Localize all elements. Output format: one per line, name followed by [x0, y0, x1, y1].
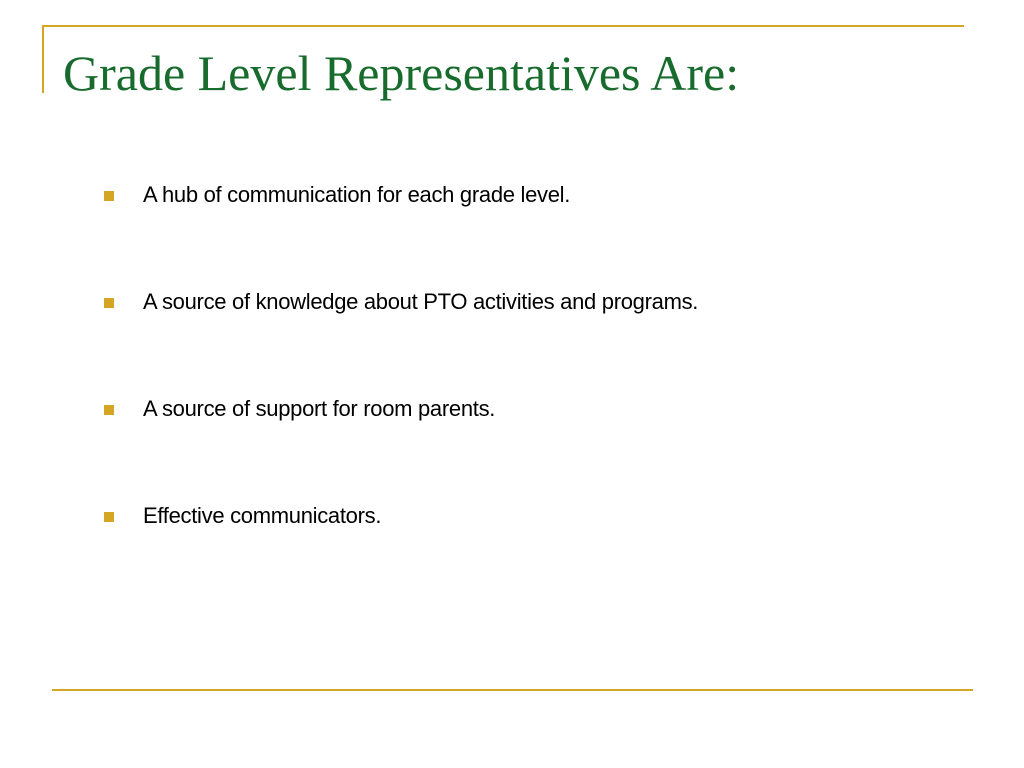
top-rule-divider: [42, 25, 964, 27]
bullet-item-1: [104, 176, 698, 283]
bullet-list: [104, 176, 698, 604]
left-rule-divider: [42, 25, 44, 93]
bullet-item-3: [104, 390, 698, 497]
bullet-text: Effective communicators.: [143, 503, 382, 528]
square-bullet-icon: [104, 405, 114, 415]
bullet-item-4: [104, 497, 698, 604]
slide-title: Grade Level Representatives Are:: [63, 45, 740, 101]
bottom-rule-divider: [52, 689, 973, 691]
bullet-text: A source of support for room parents.: [143, 396, 496, 421]
bullet-item-2: [104, 283, 698, 390]
bullet-text: A hub of communication for each grade level.: [143, 182, 571, 207]
square-bullet-icon: [104, 298, 114, 308]
square-bullet-icon: [104, 191, 114, 201]
square-bullet-icon: [104, 512, 114, 522]
bullet-text: A source of knowledge about PTO activities and programs.: [143, 289, 699, 314]
